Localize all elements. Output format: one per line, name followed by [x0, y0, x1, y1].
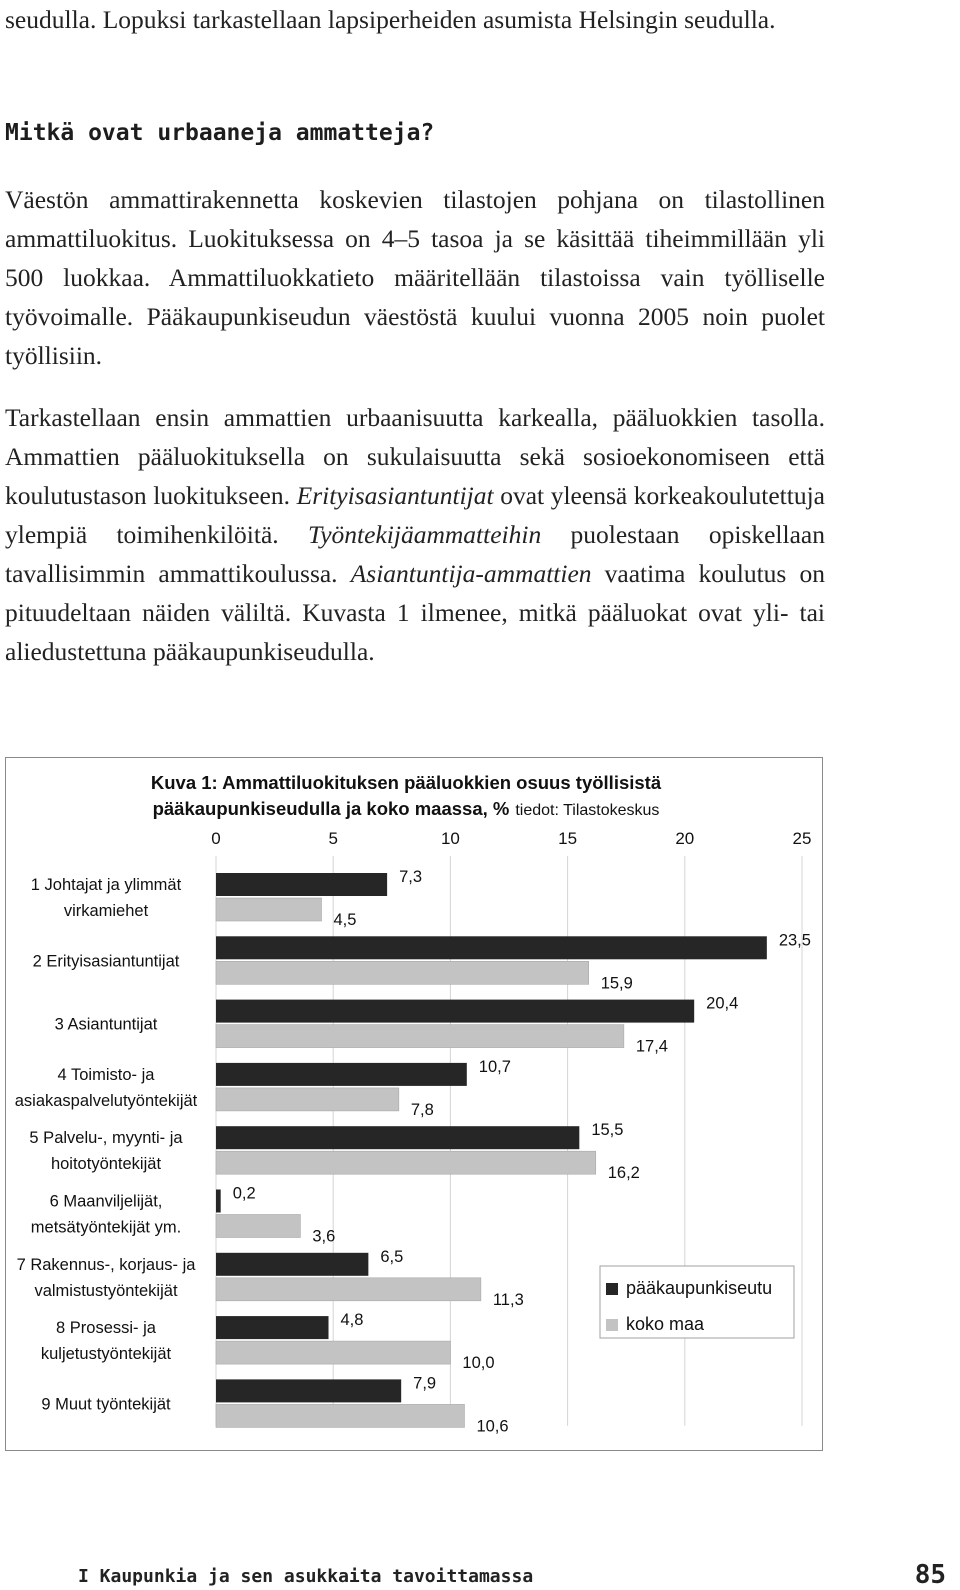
x-axis-ticks: [211, 829, 811, 848]
x-tick-label: 15: [558, 829, 578, 848]
data-label: 10,7: [478, 1057, 511, 1076]
data-label: 23,5: [778, 931, 811, 950]
data-label: 16,2: [607, 1164, 640, 1183]
text-run: vaatima koulutus on pituudeltaan näiden väliltä. Kuvasta 1 ilmenee, mitkä pääluokat ovat yli- tai aliedustettuna pääkaupunkiseudulla.: [5, 559, 825, 666]
data-label: 7,8: [410, 1100, 434, 1119]
legend-swatch: [606, 1283, 618, 1295]
data-label: 10,0: [462, 1354, 495, 1373]
category-label: asiakaspalvelutyöntekijät: [14, 1091, 198, 1110]
legend-label: koko maa: [626, 1314, 705, 1334]
bar-koko-maa: [216, 1278, 481, 1301]
bar-koko-maa: [216, 1151, 596, 1174]
bar-paakaupunkiseutu: [216, 1316, 329, 1339]
bar-paakaupunkiseutu: [216, 873, 387, 896]
bar-koko-maa: [216, 1025, 624, 1048]
category-label: valmistustyöntekijät: [34, 1281, 178, 1300]
bar-paakaupunkiseutu: [216, 1063, 467, 1086]
data-label: 11,3: [492, 1290, 524, 1309]
bar-paakaupunkiseutu: [216, 1000, 694, 1023]
page-number: 85: [914, 1560, 946, 1590]
legend-swatch: [606, 1319, 618, 1331]
x-tick-label: 5: [328, 829, 338, 848]
x-tick-label: 10: [440, 829, 460, 848]
data-label: 7,9: [413, 1374, 437, 1393]
legend-label: pääkaupunkiseutu: [626, 1278, 773, 1298]
emphasis-erityisasiantuntijat: Erityisasiantuntijat: [296, 481, 494, 510]
chart-source: tiedot: Tilastokeskus: [515, 802, 660, 819]
category-label: kuljetustyöntekijät: [40, 1345, 172, 1364]
emphasis-asiantuntija-ammattien: Asiantuntija-ammattien: [350, 559, 592, 588]
data-label: 17,4: [635, 1037, 668, 1056]
category-label: hoitotyöntekijät: [50, 1155, 162, 1174]
data-label: 20,4: [706, 994, 739, 1013]
category-label: 8 Prosessi- ja: [56, 1319, 156, 1338]
bar-koko-maa: [216, 1404, 464, 1427]
bar-koko-maa: [216, 961, 589, 984]
category-label: 6 Maanviljelijät,: [49, 1192, 163, 1211]
bar-chart-svg: [6, 758, 822, 1450]
category-label: virkamiehet: [63, 902, 149, 920]
bar-paakaupunkiseutu: [216, 1126, 579, 1149]
category-label: 1 Johtajat ja ylimmät: [30, 876, 182, 894]
paragraph-main-categories: [5, 398, 825, 671]
category-label: 2 Erityisasiantuntijat: [32, 952, 180, 971]
data-label: 15,5: [591, 1121, 624, 1140]
data-label: 15,9: [600, 974, 633, 993]
category-label: 3 Asiantuntijat: [54, 1015, 158, 1034]
chart-title-line1: Kuva 1: Ammattiluokituksen pääluokkien osuus työllisistä: [150, 772, 662, 793]
category-labels: [15, 876, 198, 1413]
category-label: 5 Palvelu-, myynti- ja: [29, 1129, 183, 1148]
x-tick-label: 25: [792, 829, 812, 848]
emphasis-tyontekijaammatteihin: Työntekijäammatteihin: [307, 520, 542, 549]
data-label: 3,6: [312, 1227, 336, 1246]
category-label: 4 Toimisto- ja: [57, 1065, 155, 1084]
text-run: ovat yleensä korkeakoulutettuja ylempiä toimihenkilöitä.: [5, 481, 826, 549]
x-tick-label: 20: [675, 829, 695, 848]
bar-koko-maa: [216, 898, 321, 921]
bars: [216, 873, 767, 1427]
intro-paragraph: seudulla. Lopuksi tarkastellaan lapsiperheiden asumista Helsingin seudulla.: [5, 5, 776, 34]
chart-title-line2: [153, 798, 660, 819]
bar-paakaupunkiseutu: [216, 1190, 221, 1213]
text-run: Tarkastellaan ensin ammattien urbaanisuutta karkealla, pääluokkien tasolla. Ammattien pääluokituksella on sukulaisuutta sekä sosioekonomiseen että koulutustason luokitukseen.: [5, 403, 825, 510]
figure-1-chart: [5, 757, 823, 1451]
data-label: 4,8: [340, 1311, 364, 1330]
paragraph-classification: Väestön ammattirakennetta koskevien tilastojen pohjana on tilastollinen ammattiluokitus. Luokituksessa on 4–5 tasoa ja se käsittää tiheimmillään yli 500 luokkaa. Ammattiluokkatieto määritellään tilastoissa vain työlliselle työvoimalle. Pääkaupunkiseudun väestöstä kuului vuonna 2005 noin puolet työllisiin.: [5, 185, 825, 370]
bar-koko-maa: [216, 1341, 450, 1364]
section-heading: Mitkä ovat urbaaneja ammatteja?: [5, 120, 435, 146]
category-label: 7 Rakennus-, korjaus- ja: [16, 1255, 196, 1274]
bar-paakaupunkiseutu: [216, 1379, 401, 1402]
category-label: 9 Muut työntekijät: [41, 1395, 171, 1414]
footer-section-title: I Kaupunkia ja sen asukkaita tavoittamassa: [78, 1566, 534, 1587]
text-run: puolestaan opiskellaan tavallisimmin ammattikoulussa.: [5, 520, 825, 588]
category-label: metsätyöntekijät ym.: [30, 1218, 182, 1237]
chart-title-line2-main: pääkaupunkiseudulla ja koko maassa, %: [152, 798, 510, 819]
data-label: 4,5: [333, 911, 357, 929]
data-label: 6,5: [380, 1247, 404, 1266]
bar-paakaupunkiseutu: [216, 936, 767, 959]
bar-koko-maa: [216, 1088, 399, 1111]
bar-koko-maa: [216, 1215, 300, 1238]
data-label: 7,3: [399, 868, 423, 886]
legend: [600, 1266, 794, 1338]
data-label: 10,6: [476, 1417, 509, 1436]
bar-paakaupunkiseutu: [216, 1253, 368, 1276]
x-tick-label: 0: [211, 829, 221, 848]
data-label: 0,2: [232, 1184, 256, 1203]
